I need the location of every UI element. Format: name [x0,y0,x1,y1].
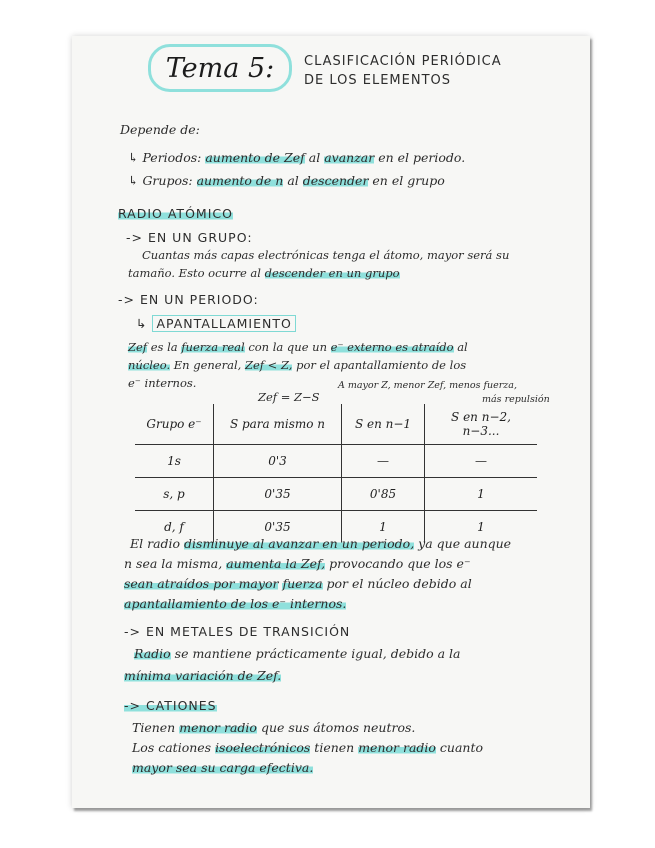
apantallamiento-label: APANTALLAMIENTO [152,315,295,332]
cationes-3: mayor sea su carga efectiva. [132,760,314,775]
cationes-1c: que sus átomos neutros. [260,720,416,735]
table-cell: 1 [477,520,485,534]
table-cell: 1s [135,445,214,478]
zef-2c: Zef < Z, [244,358,293,372]
table-row [135,445,537,478]
cationes-heading [124,698,217,713]
topic-badge-text: Tema 5: [165,52,275,84]
grupo-text-2 [128,266,400,280]
zef-1d: con la que un [248,340,327,354]
conclusion-2c: provocando que los e⁻ [329,556,471,571]
grupos-rest: en el grupo [372,173,445,188]
table-cell: 0'85 [342,478,425,511]
zef-1b: es la [150,340,178,354]
depende-heading: Depende de: [120,122,200,137]
cationes-line-3 [132,760,313,775]
cationes-2c: tienen [314,740,355,755]
table-header-cell: Grupo e⁻ [135,404,214,445]
cationes-2e: cuanto [439,740,484,755]
conclusion-1c: ya que aunque [418,536,512,551]
zef-1a: Zef [128,340,148,354]
conclusion-line-2 [124,556,471,571]
cationes-1b: menor radio [179,720,257,735]
cationes-2b: isoelectrónicos [215,740,311,755]
grupos-descender: descender [302,173,369,188]
periodo-heading: -> EN UN PERIODO: [118,292,259,307]
notebook-page [72,36,590,808]
table-header-cell: S en n−2, n−3... [425,404,538,445]
conclusion-line-1 [130,536,511,551]
note-line-2: más repulsión [482,394,550,405]
conclusion-1a: El radio [130,536,181,551]
periodos-rest: en el periodo. [378,150,466,165]
zef-2a: núcleo. [128,358,171,372]
screening-table [135,404,537,543]
note-line-1: A mayor Z, menor Zef, menos fuerza, [338,380,517,391]
periodos-avanzar: avanzar [324,150,375,165]
conclusion-2b: aumenta la Zef, [226,556,326,571]
zef-2d: por el apantallamiento de los [296,358,467,372]
table-cell: 1 [342,511,425,544]
table-cell: d, f [135,511,214,544]
grupo-heading: -> EN UN GRUPO: [126,230,253,245]
conclusion-line-4 [124,596,346,611]
zef-line-1 [128,340,468,354]
zef-line-3: e⁻ internos. [128,376,197,390]
table-cell: 0'3 [214,445,342,478]
cationes-2d: menor radio [358,740,436,755]
zef-line-2 [128,358,466,372]
periodos-al: al [308,150,321,165]
periodos-aumento: aumento de Zef [205,150,305,165]
grupo-text-2b: descender en un grupo [264,266,400,280]
apantallamiento-heading [136,316,296,331]
zef-formula: Zef = Z−S [258,390,320,404]
conclusion-3c: por el núcleo debido al [326,576,472,591]
cationes-1a: Tienen [132,720,176,735]
grupos-al: al [287,173,299,188]
table-cell: — [342,445,425,478]
metales-1a: Radio [134,646,171,661]
conclusion-line-3 [124,576,472,591]
table-cell: 1 [425,478,538,511]
zef-1f: al [457,340,468,354]
cationes-2a: Los cationes [132,740,212,755]
grupo-text-2a: tamaño. Esto ocurre al [128,266,261,280]
zef-1e: e⁻ externo es atraído [330,340,454,354]
metales-line-1 [134,646,460,661]
cationes-heading-text: -> CATIONES [124,698,217,713]
topic-badge [148,44,292,92]
grupos-aumento: aumento de n [196,173,284,188]
cationes-line-2 [132,740,483,755]
conclusion-2a: n sea la misma, [124,556,223,571]
grupos-line [128,173,445,188]
table-row [135,478,537,511]
table-header-cell: S para mismo n [214,404,342,445]
table-cell: 0'35 [214,478,342,511]
metales-line-2 [124,668,281,683]
conclusion-3b: fuerza [282,576,323,591]
periodos-label: ↳ Periodos: [128,150,202,165]
table-header-cell: S en n−1 [342,404,425,445]
conclusion-1b: disminuye al avanzar en un periodo, [184,536,415,551]
table-cell: s, p [135,478,214,511]
page-title-line2: DE LOS ELEMENTOS [304,73,452,88]
zef-2b: En general, [173,358,242,372]
page-title-line1: CLASIFICACIÓN PERIÓDICA [304,54,502,69]
grupos-label: ↳ Grupos: [128,173,193,188]
apantallamiento-arrow: ↳ [136,316,148,331]
periodos-line [128,150,465,165]
radio-heading [118,206,233,221]
metales-2: mínima variación de Zef. [124,668,282,683]
table-cell: 0'35 [214,511,342,544]
table-cell: — [425,445,538,478]
radio-heading-text: RADIO ATÓMICO [118,206,233,221]
cationes-line-1 [132,720,415,735]
metales-heading: -> EN METALES DE TRANSICIÓN [124,624,351,639]
grupo-text-1: Cuantas más capas electrónicas tenga el átomo, mayor será su [142,248,510,262]
conclusion-4: apantallamiento de los e⁻ internos. [124,596,347,611]
conclusion-3a: sean atraídos por mayor [124,576,279,591]
metales-1b: se mantiene prácticamente igual, debido a la [174,646,461,661]
table-header-row [135,404,537,445]
zef-1c: fuerza real [181,340,245,354]
